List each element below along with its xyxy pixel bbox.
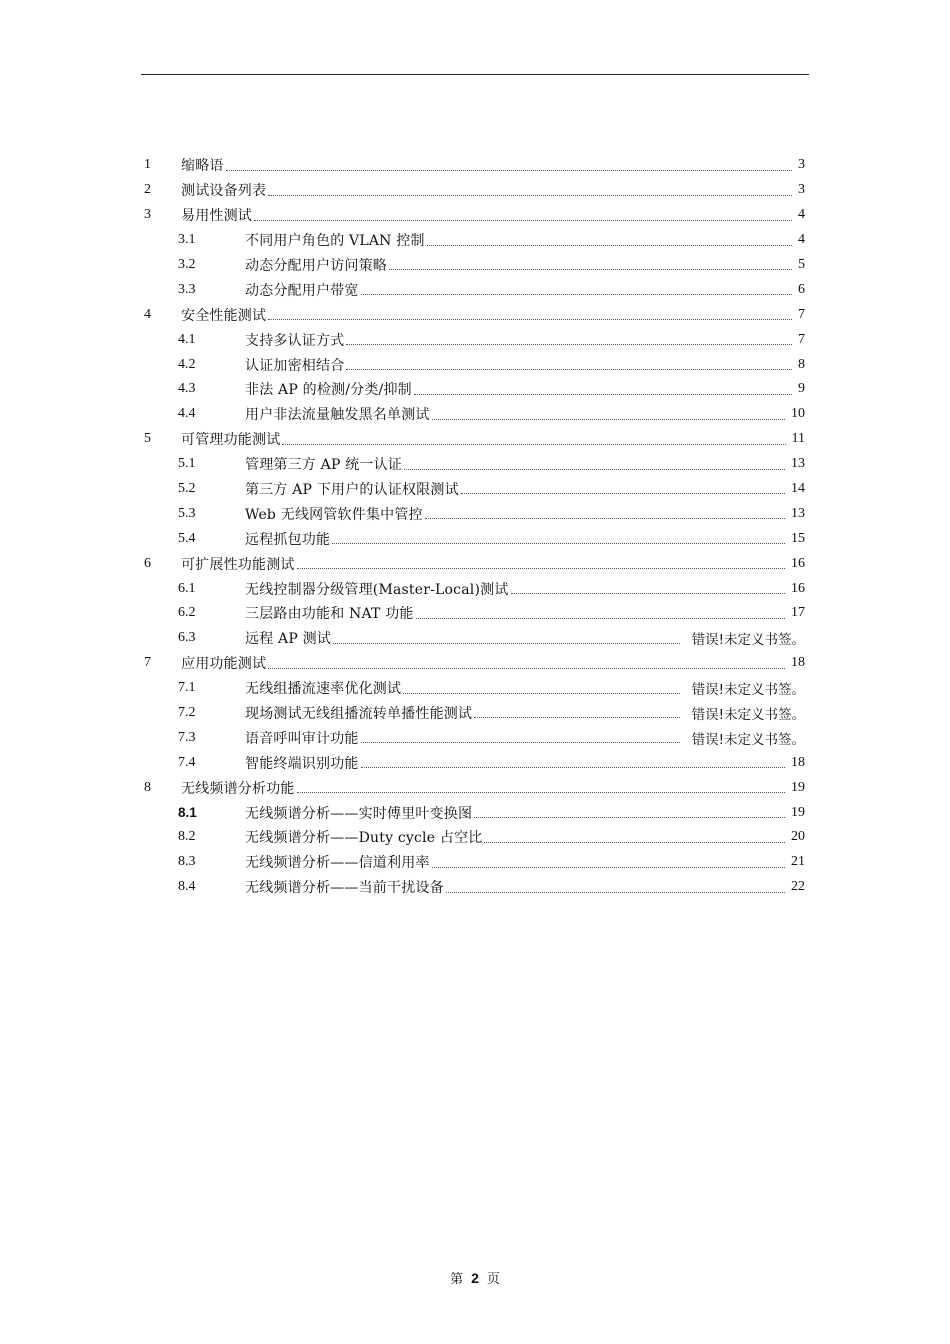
toc-entry-page: 7 <box>798 306 805 322</box>
toc-entry[interactable] <box>141 327 805 352</box>
toc-entry[interactable] <box>141 800 805 825</box>
toc-dot-leader <box>427 244 792 246</box>
toc-dot-leader <box>361 293 792 295</box>
toc-dot-leader <box>416 617 785 619</box>
toc-dot-leader <box>403 692 679 694</box>
toc-dot-leader <box>297 567 785 569</box>
toc-dot-leader <box>282 443 785 445</box>
toc-entry-number: 3 <box>144 207 151 223</box>
toc-entry-title[interactable]: 动态分配用户访问策略 <box>245 258 387 274</box>
toc-entry-page: 19 <box>791 804 805 820</box>
toc-dot-leader <box>474 716 679 718</box>
toc-entry[interactable] <box>141 402 805 427</box>
toc-entry-number: 4.3 <box>178 381 196 397</box>
toc-entry-title[interactable]: 可扩展性功能测试 <box>181 556 295 573</box>
toc-entry-title[interactable]: 无线频谱分析——信道利用率 <box>245 855 430 872</box>
toc-entry[interactable] <box>141 825 805 850</box>
toc-entry[interactable] <box>141 651 805 676</box>
footer-prefix: 第 <box>450 1272 464 1287</box>
toc-dot-leader <box>268 194 792 196</box>
toc-dot-leader <box>333 642 680 644</box>
toc-entry[interactable] <box>141 377 805 402</box>
toc-entry-number: 5 <box>144 431 151 447</box>
toc-entry-number: 3.2 <box>178 257 196 272</box>
toc-entry-number: 7.3 <box>178 729 196 745</box>
footer-suffix: 页 <box>486 1272 500 1287</box>
toc-dot-leader <box>389 268 792 270</box>
toc-entry-page: 18 <box>791 754 805 770</box>
toc-entry-page: 错误!未定义书签。 <box>691 632 805 649</box>
toc-entry-page: 19 <box>791 779 805 795</box>
toc-dot-leader <box>404 468 785 470</box>
toc-dot-leader <box>332 542 785 544</box>
toc-entry-title[interactable]: 远程 AP 测试 <box>245 631 332 648</box>
toc-dot-leader <box>432 418 785 420</box>
toc-entry-title[interactable]: 用户非法流量触发黑名单测试 <box>245 407 430 424</box>
footer-page-number: 2 <box>471 1270 479 1286</box>
toc-entry-title[interactable]: 无线频谱分析——实时傅里叶变换图 <box>245 805 473 822</box>
toc-entry-number: 8.2 <box>178 829 196 845</box>
toc-entry-number: 7 <box>144 655 151 671</box>
toc-entry-number: 8.1 <box>178 805 197 821</box>
toc-entry[interactable] <box>141 601 805 626</box>
toc-entry-title[interactable]: 应用功能测试 <box>181 656 267 673</box>
table-of-contents <box>141 153 805 900</box>
toc-entry-number: 5.3 <box>178 505 196 521</box>
toc-entry-number: 5.2 <box>178 481 196 497</box>
toc-entry-title[interactable]: 无线组播流速率优化测试 <box>245 681 402 698</box>
toc-entry-page: 10 <box>791 406 805 422</box>
toc-entry-title[interactable]: 智能终端识别功能 <box>245 755 359 772</box>
toc-entry-title[interactable]: Web 无线网管软件集中管控 <box>245 506 423 523</box>
toc-entry-number: 8.4 <box>178 879 196 895</box>
toc-entry-page: 错误!未定义书签。 <box>691 682 805 699</box>
toc-entry-number: 3.1 <box>178 232 196 248</box>
toc-dot-leader <box>268 667 785 669</box>
toc-entry-page: 9 <box>798 381 805 397</box>
toc-entry[interactable] <box>141 228 805 253</box>
toc-entry-page: 3 <box>798 182 805 198</box>
toc-entry[interactable] <box>141 427 805 452</box>
toc-dot-leader <box>346 368 792 370</box>
toc-entry-number: 8.3 <box>178 854 196 870</box>
toc-entry-title[interactable]: 测试设备列表 <box>181 183 267 200</box>
toc-entry-number: 1 <box>144 157 151 173</box>
toc-entry[interactable] <box>141 750 805 775</box>
toc-entry[interactable] <box>141 277 805 302</box>
toc-entry-number: 2 <box>144 182 151 198</box>
toc-entry[interactable] <box>141 452 805 477</box>
toc-entry[interactable] <box>141 302 805 327</box>
toc-entry-page: 14 <box>791 481 805 497</box>
toc-dot-leader <box>346 343 792 345</box>
toc-entry-page: 6 <box>798 281 805 297</box>
toc-entry[interactable] <box>141 875 805 900</box>
toc-entry-number: 7.1 <box>178 680 196 696</box>
toc-entry-page: 错误!未定义书签。 <box>691 707 805 724</box>
toc-entry[interactable] <box>141 626 805 651</box>
toc-entry-title[interactable]: 三层路由功能和 NAT 功能 <box>245 606 414 623</box>
toc-entry-page: 4 <box>798 207 805 223</box>
toc-entry[interactable] <box>141 850 805 875</box>
toc-entry-number: 4.2 <box>178 356 196 372</box>
toc-dot-leader <box>361 766 785 768</box>
toc-entry-number: 5.4 <box>178 530 196 546</box>
toc-entry-number: 4.4 <box>178 406 196 422</box>
toc-entry-number: 6.2 <box>178 605 196 621</box>
toc-entry[interactable] <box>141 676 805 701</box>
toc-entry-title[interactable]: 现场测试无线组播流转单播性能测试 <box>245 706 473 723</box>
toc-entry-page: 16 <box>791 555 805 571</box>
toc-entry-page: 错误!未定义书签。 <box>691 731 805 748</box>
toc-dot-leader <box>511 592 785 594</box>
toc-dot-leader <box>226 169 792 171</box>
toc-entry[interactable] <box>141 526 805 551</box>
toc-entry-page: 18 <box>791 655 805 671</box>
toc-dot-leader <box>461 492 785 494</box>
toc-entry-page: 11 <box>791 431 805 447</box>
toc-entry-title[interactable]: 无线频谱分析——Duty cycle 占空比 <box>245 830 483 847</box>
toc-dot-leader <box>414 393 792 395</box>
toc-entry-number: 7.2 <box>178 705 196 721</box>
toc-entry-title[interactable]: 远程抓包功能 <box>245 531 331 548</box>
toc-entry-page: 20 <box>791 829 805 845</box>
toc-entry-number: 6.1 <box>178 580 196 596</box>
toc-entry-page: 15 <box>791 530 805 546</box>
toc-entry-number: 7.4 <box>178 754 196 770</box>
toc-entry-title[interactable]: 语音呼叫审计功能 <box>245 730 359 747</box>
toc-entry-page: 4 <box>798 232 805 248</box>
toc-entry[interactable] <box>141 203 805 228</box>
toc-entry-title[interactable]: 支持多认证方式 <box>245 332 345 349</box>
header-rule <box>141 74 809 75</box>
toc-entry-title[interactable]: 非法 AP 的检测/分类/抑制 <box>245 382 412 399</box>
toc-entry-page: 3 <box>798 157 805 173</box>
toc-entry[interactable] <box>141 253 805 278</box>
toc-entry-title[interactable]: 认证加密相结合 <box>245 357 345 374</box>
toc-entry-title[interactable]: 无线频谱分析——当前干扰设备 <box>245 880 444 897</box>
toc-entry-page: 8 <box>798 356 805 372</box>
toc-entry[interactable] <box>141 477 805 502</box>
toc-entry[interactable] <box>141 576 805 601</box>
toc-dot-leader <box>484 841 785 843</box>
toc-entry-title[interactable]: 安全性能测试 <box>181 307 267 324</box>
toc-entry[interactable] <box>141 551 805 576</box>
toc-dot-leader <box>268 318 792 320</box>
toc-entry-page: 13 <box>791 456 805 472</box>
toc-entry-title[interactable]: 第三方 AP 下用户的认证权限测试 <box>245 482 459 499</box>
toc-entry-page: 16 <box>791 580 805 596</box>
toc-entry-title[interactable]: 不同用户角色的 VLAN 控制 <box>245 233 425 250</box>
toc-entry[interactable] <box>141 153 805 178</box>
toc-dot-leader <box>474 816 785 818</box>
toc-entry-title[interactable]: 可管理功能测试 <box>181 432 281 449</box>
toc-entry-number: 6.3 <box>178 630 196 646</box>
toc-entry-number: 5.1 <box>178 456 196 472</box>
toc-entry[interactable] <box>141 725 805 750</box>
toc-entry[interactable] <box>141 501 805 526</box>
toc-entry-number: 8 <box>144 779 151 795</box>
toc-entry-page: 22 <box>791 879 805 895</box>
toc-dot-leader <box>432 866 785 868</box>
toc-entry-number: 6 <box>144 555 151 571</box>
toc-entry[interactable] <box>141 178 805 203</box>
toc-entry-title[interactable]: 无线频谱分析功能 <box>181 780 295 797</box>
toc-dot-leader <box>446 891 785 893</box>
toc-entry[interactable] <box>141 352 805 377</box>
toc-entry[interactable] <box>141 775 805 800</box>
toc-entry-number: 3.3 <box>178 281 196 297</box>
toc-entry-page: 17 <box>791 605 805 621</box>
toc-dot-leader <box>297 791 785 793</box>
toc-entry-number: 4.1 <box>178 331 196 347</box>
toc-entry-title[interactable]: 无线控制器分级管理(Master-Local)测试 <box>245 581 509 598</box>
toc-dot-leader <box>425 517 785 519</box>
toc-dot-leader <box>254 219 792 221</box>
toc-entry-page: 13 <box>791 505 805 521</box>
toc-entry-page: 7 <box>798 331 805 347</box>
toc-entry-page: 5 <box>798 257 805 272</box>
toc-entry[interactable] <box>141 701 805 726</box>
toc-entry-number: 4 <box>144 306 151 322</box>
toc-dot-leader <box>361 741 680 743</box>
toc-entry-title[interactable]: 管理第三方 AP 统一认证 <box>245 457 403 474</box>
toc-entry-page: 21 <box>791 854 805 870</box>
toc-entry-title[interactable]: 缩略语 <box>181 158 224 175</box>
page-footer <box>0 1268 950 1287</box>
toc-entry-title[interactable]: 易用性测试 <box>181 208 252 225</box>
toc-entry-title[interactable]: 动态分配用户带宽 <box>245 282 359 299</box>
